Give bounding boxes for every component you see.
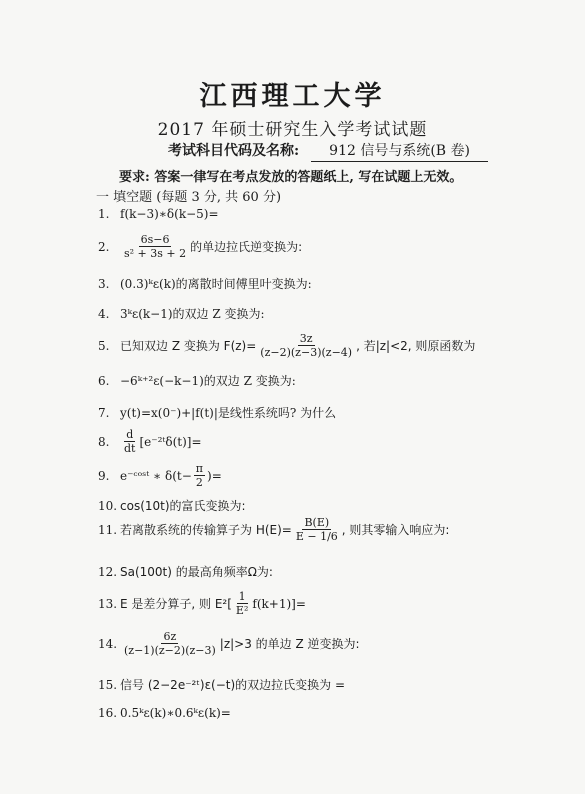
question-number: 15. — [98, 677, 118, 692]
question-number: 10. — [98, 498, 118, 513]
question-text: y(t)=x(0⁻)+|f(t)|是线性系统吗? 为什么 — [120, 406, 337, 420]
fraction-denominator: s² + 3s + 2 — [124, 247, 187, 260]
question-15 — [98, 676, 345, 693]
question-text: )= — [207, 468, 222, 483]
question-8 — [98, 428, 202, 455]
school-name: 江西理工大学 — [199, 81, 386, 112]
question-number: 4. — [98, 306, 110, 321]
fraction — [258, 332, 354, 359]
fraction-numerator: 3z — [299, 332, 313, 345]
subject-label: 考试科目代码及名称: — [168, 143, 300, 159]
question-text: , 则其零输入响应为: — [341, 523, 450, 537]
question-text: (0.3)ᵏε(k)的离散时间傅里叶变换为: — [120, 277, 312, 291]
fraction-denominator: (z−2)(z−3)(z−4) — [260, 346, 353, 359]
question-2 — [98, 233, 302, 260]
fraction-numerator: π — [195, 462, 204, 475]
question-prefix: 已知双边 Z 变换为 F(z)= — [120, 339, 257, 353]
question-9 — [98, 462, 222, 489]
question-number: 14. — [98, 636, 118, 651]
fraction-denominator: 2 — [195, 476, 203, 489]
question-text: 的单边拉氏逆变换为: — [190, 240, 303, 254]
question-text: −6ᵏ⁺²ε(−k−1)的双边 Z 变换为: — [120, 374, 296, 388]
fraction-numerator: 6z — [163, 630, 177, 643]
question-13 — [98, 590, 306, 617]
fraction-denominator: dt — [124, 442, 136, 455]
question-text: 3ᵏε(k−1)的双边 Z 变换为: — [120, 307, 265, 321]
question-1 — [98, 207, 219, 221]
question-6 — [98, 372, 296, 389]
question-3 — [98, 275, 312, 292]
fraction — [122, 428, 137, 455]
question-text: f(k−3)∗δ(k−5)= — [120, 207, 219, 221]
fraction-numerator: 6s−6 — [140, 233, 170, 246]
subject-row — [168, 140, 488, 162]
question-number: 7. — [98, 405, 110, 420]
fraction — [194, 462, 205, 489]
question-number: 6. — [98, 373, 110, 388]
fraction-denominator: E − 1/6 — [295, 530, 338, 543]
question-number: 2. — [98, 239, 110, 254]
question-number: 5. — [98, 338, 110, 353]
exam-title: 2017 年硕士研究生入学考试试题 — [157, 120, 428, 140]
question-text: |z|>3 的单边 Z 逆变换为: — [219, 637, 360, 651]
question-7 — [98, 404, 336, 421]
subject-value: 912 信号与系统(B 卷) — [311, 140, 488, 162]
fraction-denominator: (z−1)(z−2)(z−3) — [124, 644, 216, 657]
fraction — [294, 516, 340, 543]
question-number: 1. — [98, 207, 110, 221]
question-number: 13. — [98, 596, 118, 611]
question-prefix: 若离散系统的传输算子为 H(E)= — [120, 523, 292, 537]
question-number: 8. — [98, 434, 110, 449]
question-prefix: e⁻ᶜᵒˢᵗ ∗ δ(t− — [120, 468, 192, 483]
question-number: 16. — [98, 706, 118, 720]
question-text: f(k+1)]= — [252, 596, 306, 611]
question-16 — [98, 706, 231, 720]
question-prefix: E 是差分算子, 则 E²[ — [120, 597, 232, 611]
question-number: 12. — [98, 564, 118, 579]
section-heading: 一 填空题 (每题 3 分, 共 60 分) — [96, 190, 282, 205]
question-12 — [98, 563, 273, 580]
question-text: cos(10t)的富氏变换为: — [120, 499, 246, 513]
fraction-numerator: d — [126, 428, 134, 441]
question-text: Sa(100t) 的最高角频率Ω为: — [120, 565, 273, 579]
requirement-note: 要求: 答案一律写在考点发放的答题纸上, 写在试题上无效。 — [119, 170, 463, 185]
question-10 — [98, 497, 246, 514]
question-number: 3. — [98, 276, 110, 291]
fraction — [122, 233, 188, 260]
fraction-numerator: B(E) — [304, 516, 330, 529]
fraction-numerator: 1 — [238, 590, 246, 603]
question-5 — [98, 332, 475, 359]
fraction — [234, 590, 250, 617]
question-11 — [98, 516, 449, 543]
question-14 — [98, 630, 360, 657]
question-text: , 若|z|<2, 则原函数为 — [356, 339, 476, 353]
fraction-denominator: E² — [235, 604, 249, 617]
question-4 — [98, 305, 265, 322]
question-number: 11. — [98, 522, 118, 537]
question-number: 9. — [98, 468, 110, 483]
question-text: [e⁻²ᵗδ(t)]= — [139, 434, 202, 449]
question-text: 0.5ᵏε(k)∗0.6ᵏε(k)= — [120, 706, 231, 720]
question-text: 信号 (2−2e⁻²ᵗ)ε(−t)的双边拉氏变换为 = — [120, 678, 346, 692]
fraction — [122, 630, 218, 657]
